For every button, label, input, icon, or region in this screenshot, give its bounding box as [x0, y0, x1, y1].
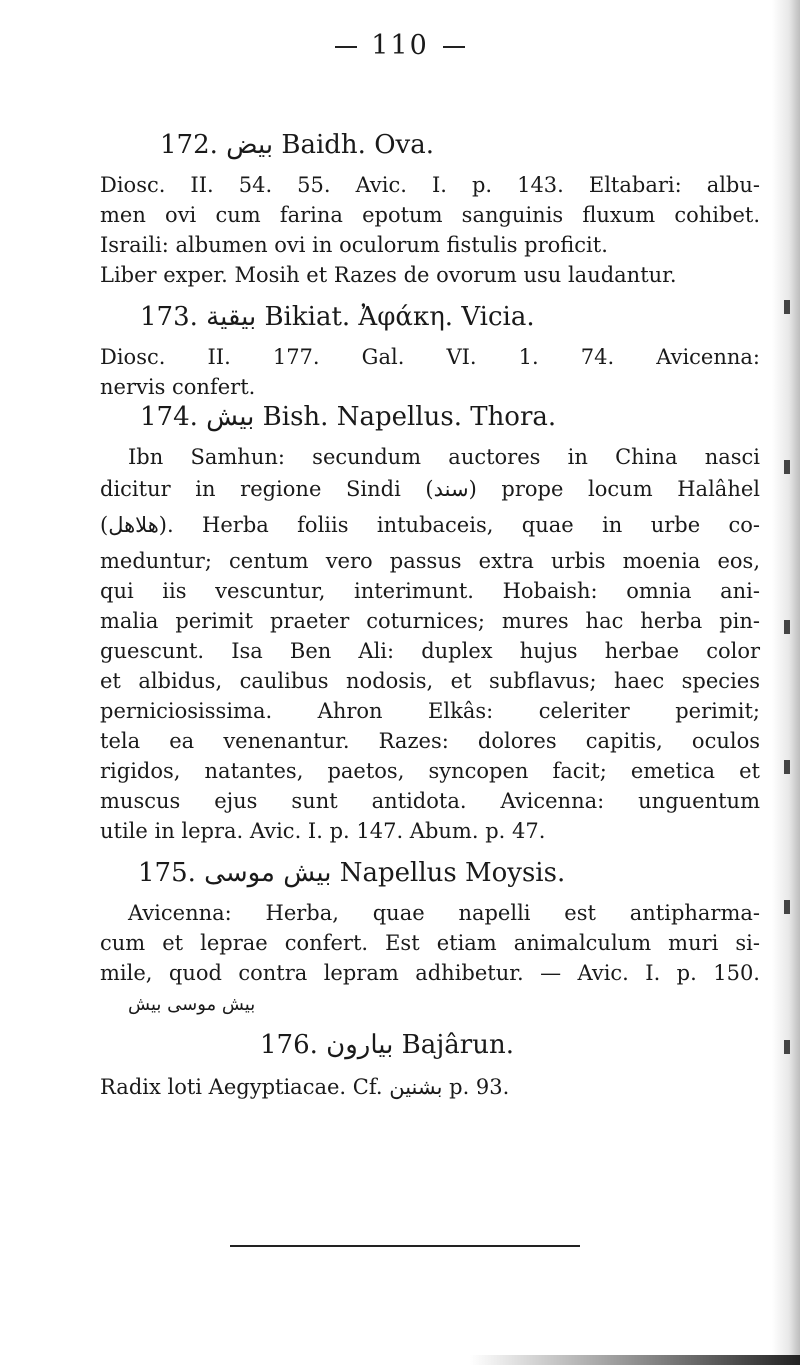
entry-172-text-line: Diosc. II. 54. 55. Avic. I. p. 143. Eltabari: albu-	[100, 173, 760, 197]
page-number-line	[0, 30, 800, 61]
entry-173-text-line: nervis confert.	[100, 375, 256, 399]
entry-176-text-line: Radix loti Aegyptiacae. Cf. بشنين p. 93.	[100, 1075, 510, 1099]
entry-174-text-line: meduntur; centum vero passus extra urbis moenia eos,	[100, 549, 760, 573]
entry-174-text-line: perniciosissima. Ahron Elkâs: celeriter perimit;	[100, 699, 760, 723]
entry-174-text-line: malia perimit praeter coturnices; mures hac herba pin-	[100, 609, 760, 633]
entry-174-text-line: et albidus, caulibus nodosis, et subflavus; haec species	[100, 669, 760, 693]
bleed-mark	[784, 300, 790, 314]
entry-174-text-line: Ibn Samhun: secundum auctores in China nasci	[128, 445, 760, 469]
entry-174-text-line: guescunt. Isa Ben Ali: duplex hujus herbae color	[100, 639, 760, 663]
entry-174-text-line: dicitur in regione Sindi (سند) prope locum Halâhel	[100, 477, 760, 501]
entry-173-heading: 173. بيقية Bikiat. Ἀφάκη. Vicia.	[140, 302, 535, 332]
entry-174-text-line: utile in lepra. Avic. I. p. 147. Abum. p. 47.	[100, 819, 546, 843]
entry-175-text-line: Avicenna: Herba, quae napelli est antipharma-	[128, 901, 760, 925]
entry-174-heading: 174. بيش Bish. Napellus. Thora.	[140, 402, 557, 432]
entry-174-text-line: muscus ejus sunt antidota. Avicenna: unguentum	[100, 789, 760, 813]
entry-175-heading: 175. بيش موسى Napellus Moysis.	[138, 858, 566, 888]
entry-172-text-line: men ovi cum farina epotum sanguinis fluxum cohibet.	[100, 203, 760, 227]
bleed-mark	[784, 760, 790, 774]
bleed-mark	[784, 900, 790, 914]
entry-174-text-line: qui iis vescuntur, interimunt. Hobaish: omnia ani-	[100, 579, 760, 603]
bleed-mark	[784, 1040, 790, 1054]
entry-175-text-line: mile, quod contra lepram adhibetur. — Avic. I. p. 150.	[100, 961, 760, 985]
entry-172-text-line: Israili: albumen ovi in oculorum fistulis proficit.	[100, 233, 608, 257]
page-edge-shadow	[772, 0, 800, 1365]
entry-175-text-line: cum et leprae confert. Est etiam animalculum muri si-	[100, 931, 760, 955]
folio-dash-right	[443, 46, 465, 48]
entry-172-text-line: Liber exper. Mosih et Razes de ovorum usu laudantur.	[100, 263, 677, 287]
entry-174-text-line: rigidos, natantes, paetos, syncopen facit; emetica et	[100, 759, 760, 783]
end-rule	[230, 1245, 580, 1247]
arabic-names-line: بيش موسى بيش	[128, 994, 256, 1015]
folio-dash-left	[335, 46, 357, 48]
entry-174-text-line: tela ea venenantur. Razes: dolores capitis, oculos	[100, 729, 760, 753]
bleed-mark	[784, 460, 790, 474]
entry-172-heading: 172. بيض Baidh. Ova.	[160, 130, 434, 160]
entry-176-heading: 176. بيارون Bajârun.	[260, 1030, 514, 1060]
page-corner-shadow	[470, 1355, 800, 1365]
entry-173-text-line: Diosc. II. 177. Gal. VI. 1. 74. Avicenna:	[100, 345, 760, 369]
page-number: 110	[371, 30, 429, 61]
entry-174-text-line: (هلاهل). Herba foliis intubaceis, quae in urbe co-	[100, 513, 760, 537]
bleed-mark	[784, 620, 790, 634]
